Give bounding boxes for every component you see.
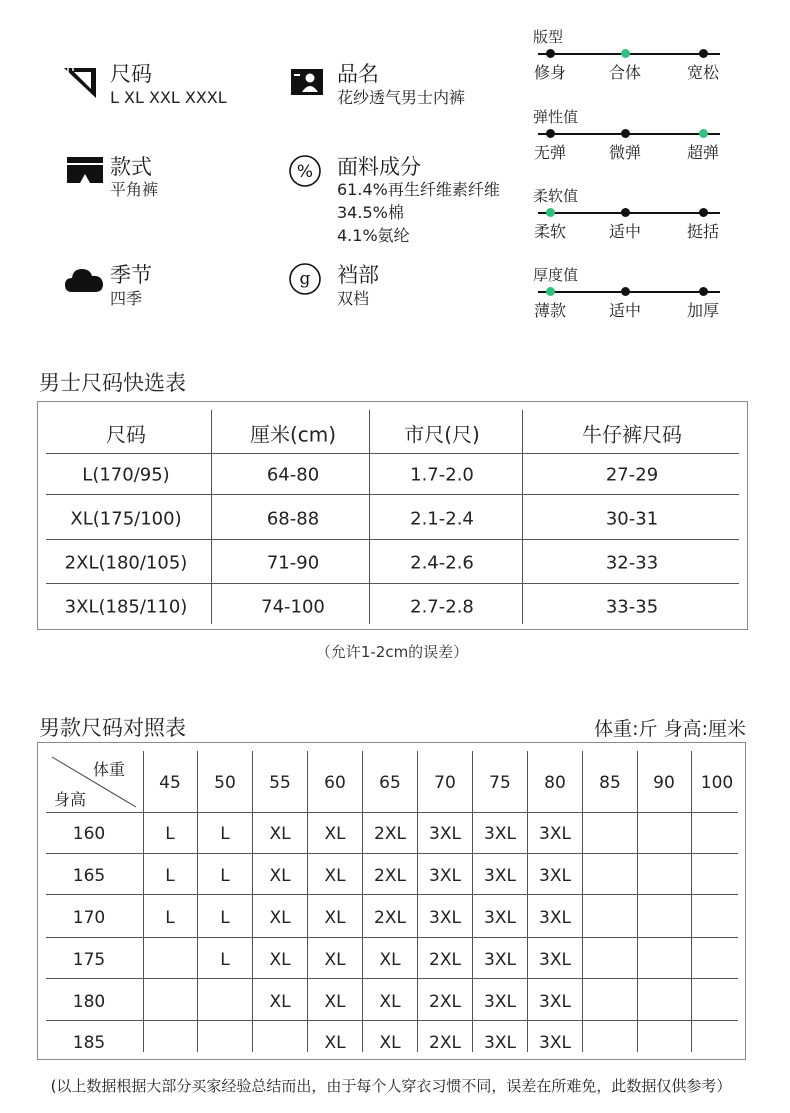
size-cell: 3XL <box>484 908 516 928</box>
t2-col-divider <box>691 751 692 1052</box>
t1-col-divider <box>369 410 370 624</box>
size-cell: 2XL <box>374 824 406 844</box>
slider-label-3-2: 加厚 <box>686 301 720 320</box>
size-cell: 3XL <box>539 824 571 844</box>
quick-table-cell: 64-80 <box>266 464 320 486</box>
size-cell: L <box>220 824 230 844</box>
quick-table-header: 尺码 <box>106 422 146 447</box>
slider-label-2-0: 柔软 <box>533 222 567 241</box>
quick-table-cell: 27-29 <box>605 464 659 486</box>
size-cell: XL <box>269 866 291 886</box>
slider-title-1: 弹性值 <box>533 108 579 126</box>
t2-col-divider <box>527 751 528 1052</box>
weight-header: 60 <box>324 773 346 793</box>
slider-dot-0-1 <box>621 49 630 58</box>
size-cell: XL <box>269 992 291 1012</box>
size-cell: 3XL <box>429 824 461 844</box>
quick-table-cell: 2.4-2.6 <box>410 552 474 574</box>
t1-col-divider <box>211 410 212 624</box>
size-cell: XL <box>324 1033 346 1053</box>
ruler-triangle-icon <box>62 64 98 100</box>
quick-table-note: （允许1-2cm的误差） <box>315 643 469 661</box>
slider-label-0-1: 合体 <box>608 63 642 82</box>
t2-col-divider <box>252 751 253 1052</box>
slider-dot-3-2 <box>699 287 708 296</box>
height-label: 160 <box>72 824 106 844</box>
height-label: 165 <box>72 866 106 886</box>
t2-col-divider <box>362 751 363 1052</box>
t2-col-divider <box>143 751 144 1052</box>
season-title: 季节 <box>110 263 152 287</box>
t2-row-divider <box>46 894 738 895</box>
weight-header: 55 <box>269 773 291 793</box>
name-title: 品名 <box>337 62 379 86</box>
weight-header: 45 <box>159 773 181 793</box>
size-cell: L <box>165 824 175 844</box>
t2-col-divider <box>417 751 418 1052</box>
size-cell: XL <box>269 950 291 970</box>
slider-title-2: 柔软值 <box>533 187 579 205</box>
slider-label-1-1: 微弹 <box>608 143 642 162</box>
quick-table-header: 厘米(cm) <box>249 422 337 447</box>
size-cell: 2XL <box>374 866 406 886</box>
quick-table-cell: 71-90 <box>266 552 320 574</box>
size-cell: 3XL <box>484 950 516 970</box>
size-cell: 3XL <box>429 866 461 886</box>
size-cell: XL <box>379 950 401 970</box>
quick-table-cell: 33-35 <box>605 596 659 618</box>
quick-table-cell: 30-31 <box>605 508 659 530</box>
season-value: 四季 <box>110 289 143 308</box>
size-cell: 3XL <box>484 992 516 1012</box>
crotch-title: 裆部 <box>337 263 379 287</box>
size-cell: 3XL <box>429 908 461 928</box>
t2-col-divider <box>582 751 583 1052</box>
quick-table-title: 男士尺码快选表 <box>39 371 186 395</box>
compare-table-title: 男款尺码对照表 <box>39 716 186 740</box>
size-cell: L <box>220 908 230 928</box>
slider-dot-2-1 <box>621 208 630 217</box>
t2-row-divider <box>46 978 738 979</box>
quick-table-cell: L(170/95) <box>82 464 170 486</box>
slider-dot-0-0 <box>546 49 555 58</box>
size-cell: 3XL <box>539 992 571 1012</box>
quick-table-cell: XL(175/100) <box>70 508 182 530</box>
size-cell: L <box>220 866 230 886</box>
slider-dot-3-0 <box>546 287 555 296</box>
size-cell: XL <box>379 992 401 1012</box>
t2-row-divider <box>46 853 738 854</box>
size-cell: XL <box>324 908 346 928</box>
t1-row-divider <box>46 539 739 540</box>
size-cell: XL <box>324 992 346 1012</box>
t2-row-divider <box>46 937 738 938</box>
size-cell: 2XL <box>429 950 461 970</box>
weight-header: 50 <box>214 773 236 793</box>
slider-dot-2-2 <box>699 208 708 217</box>
quick-table-cell: 68-88 <box>266 508 320 530</box>
weight-header: 80 <box>544 773 566 793</box>
height-label: 175 <box>72 950 106 970</box>
size-cell: 3XL <box>539 1033 571 1053</box>
t1-row-divider <box>46 494 739 495</box>
size-cell: 2XL <box>429 1033 461 1053</box>
weight-header: 75 <box>489 773 511 793</box>
slider-dot-2-0 <box>546 208 555 217</box>
size-cell: XL <box>269 908 291 928</box>
quick-table-cell: 74-100 <box>261 596 325 618</box>
quick-table-header: 牛仔裤尺码 <box>582 422 682 447</box>
slider-label-2-2: 挺括 <box>686 222 720 241</box>
size-cell: L <box>165 908 175 928</box>
slider-dot-1-1 <box>621 129 630 138</box>
quick-table-cell: 2.7-2.8 <box>410 596 474 618</box>
quick-table-cell: 2XL(180/105) <box>64 552 188 574</box>
crotch-value: 双档 <box>337 289 370 308</box>
fabric-line-1: 61.4%再生纤维素纤维 <box>337 180 500 199</box>
slider-dot-0-2 <box>699 49 708 58</box>
size-cell: 3XL <box>539 866 571 886</box>
svg-text:%: % <box>296 162 314 182</box>
slider-label-0-0: 修身 <box>533 63 567 82</box>
slider-label-1-2: 超弹 <box>686 143 720 162</box>
quick-table-cell: 1.7-2.0 <box>410 464 474 486</box>
t2-row-divider <box>46 812 738 813</box>
slider-label-1-0: 无弹 <box>533 143 567 162</box>
height-label: 180 <box>72 992 106 1012</box>
name-value: 花纱透气男士内裤 <box>337 88 466 107</box>
size-cell: 3XL <box>539 908 571 928</box>
size-cell: 2XL <box>429 992 461 1012</box>
style-title: 款式 <box>110 155 152 179</box>
style-value: 平角裤 <box>110 180 159 199</box>
t1-row-divider <box>46 453 739 454</box>
size-title: 尺码 <box>110 62 152 86</box>
weight-header: 90 <box>653 773 675 793</box>
slider-title-0: 版型 <box>533 28 564 46</box>
size-cell: L <box>220 950 230 970</box>
compare-table-units: 体重:斤 身高:厘米 <box>594 718 746 740</box>
size-cell: 3XL <box>484 1033 516 1053</box>
slider-label-3-0: 薄款 <box>533 301 567 320</box>
quick-table-header: 市尺(尺) <box>404 422 480 447</box>
t1-row-divider <box>46 583 739 584</box>
id-card-icon <box>290 68 324 96</box>
slider-label-3-1: 适中 <box>608 301 642 320</box>
slider-label-0-2: 宽松 <box>686 63 720 82</box>
size-cell: 3XL <box>539 950 571 970</box>
cloud-icon <box>64 264 104 294</box>
fabric-title: 面料成分 <box>337 155 421 179</box>
size-cell: 3XL <box>484 866 516 886</box>
slider-dot-3-1 <box>621 287 630 296</box>
size-cell: XL <box>269 824 291 844</box>
slider-dot-1-2 <box>699 129 708 138</box>
boxer-shorts-icon <box>66 156 104 184</box>
size-cell: XL <box>324 950 346 970</box>
size-cell: XL <box>324 824 346 844</box>
weight-header: 70 <box>434 773 456 793</box>
corner-height-label: 身高 <box>54 790 87 809</box>
height-label: 185 <box>72 1033 106 1053</box>
size-cell: L <box>165 866 175 886</box>
g-circle-icon <box>288 262 322 296</box>
t2-col-divider <box>307 751 308 1052</box>
quick-table-cell: 2.1-2.4 <box>410 508 474 530</box>
size-cell: 2XL <box>374 908 406 928</box>
t2-col-divider <box>197 751 198 1052</box>
corner-weight-label: 体重 <box>93 760 126 779</box>
height-label: 170 <box>72 908 106 928</box>
svg-text:g: g <box>299 269 311 289</box>
size-cell: XL <box>324 866 346 886</box>
slider-dot-1-0 <box>546 129 555 138</box>
t2-col-divider <box>472 751 473 1052</box>
fabric-line-2: 34.5%棉 <box>337 203 404 222</box>
fabric-line-3: 4.1%氨纶 <box>337 226 410 245</box>
percent-icon <box>288 154 322 188</box>
size-cell: XL <box>379 1033 401 1053</box>
quick-table-cell: 3XL(185/110) <box>64 596 188 618</box>
footer-note: (以上数据根据大部分买家经验总结而出，由于每个人穿衣习惯不同，误差在所难免，此数据仅供参考） <box>50 1077 732 1095</box>
size-value: L XL XXL XXXL <box>110 88 227 107</box>
quick-table-cell: 32-33 <box>605 552 659 574</box>
weight-header: 65 <box>379 773 401 793</box>
slider-label-2-1: 适中 <box>608 222 642 241</box>
slider-title-3: 厚度值 <box>533 266 579 284</box>
size-cell: 3XL <box>484 824 516 844</box>
weight-header: 100 <box>700 773 734 793</box>
weight-header: 85 <box>599 773 621 793</box>
t1-col-divider <box>522 410 523 624</box>
t2-col-divider <box>637 751 638 1052</box>
t2-row-divider <box>46 1020 738 1021</box>
